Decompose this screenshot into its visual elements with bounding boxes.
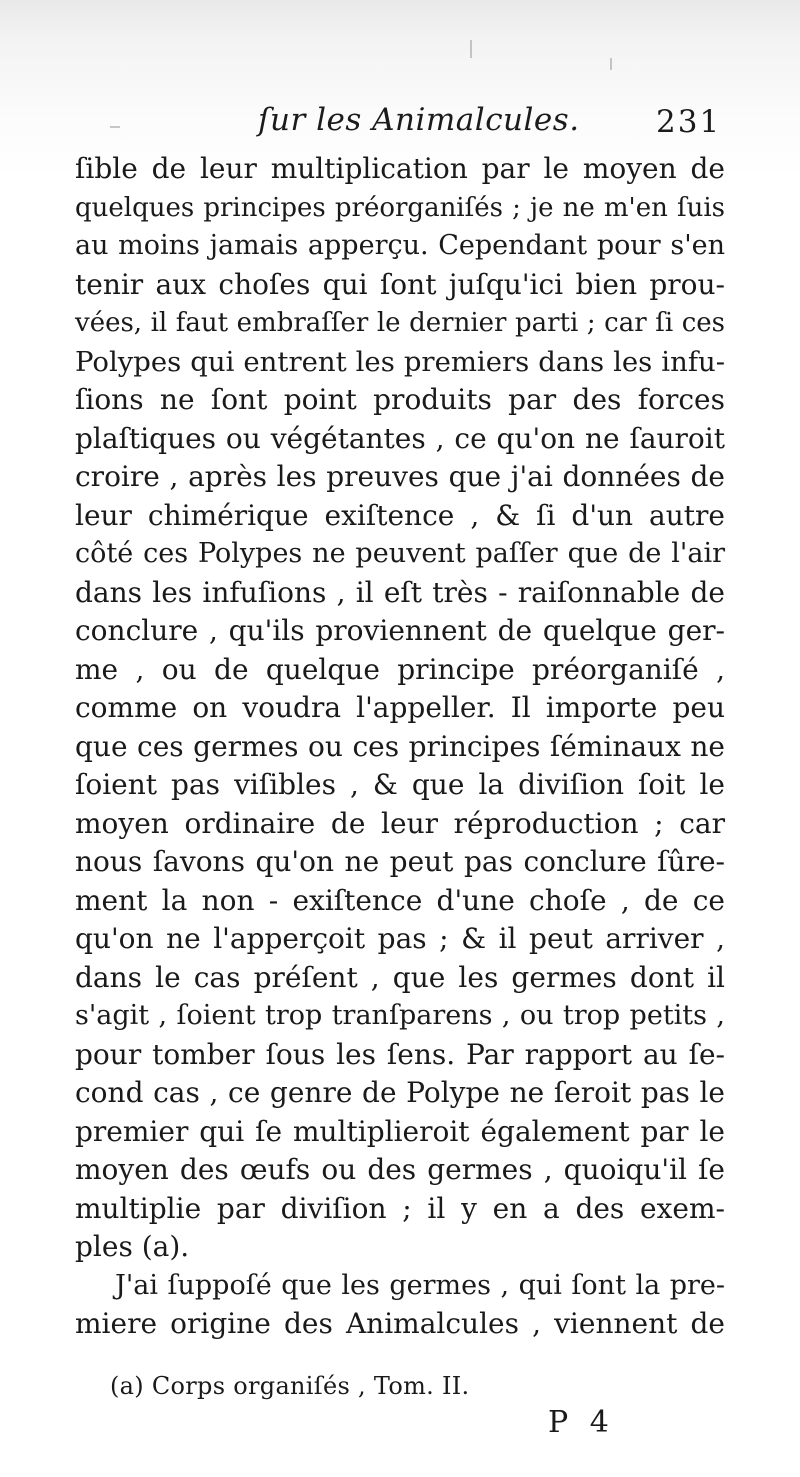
text-line: cond cas , ce genre de Polype ne ſeroit pas le — [75, 1076, 725, 1109]
text-line: me , ou de quelque principe préorganiſé , — [75, 652, 725, 686]
text-line: au moins jamais apperçu. Cependant pour s'en — [75, 230, 725, 261]
text-line: moyen ordinaire de leur réproduction ; car — [75, 806, 725, 840]
scan-speck — [610, 58, 612, 70]
text-line: qu'on ne l'apperçoit pas ; & il peut arriver , — [75, 922, 725, 955]
text-line: croire , après les preuves que j'ai données de — [75, 460, 725, 493]
text-line: plaſtiques ou végétantes , ce qu'on ne ſauroit — [75, 421, 725, 455]
scan-speck — [470, 40, 472, 58]
text-line: miere origine des Animalcules , viennent de — [75, 1307, 725, 1340]
text-line: premier qui ſe multiplieroit également par le — [75, 1114, 725, 1148]
scan-speck — [110, 126, 120, 128]
text-line: dans le cas préſent , que les germes dont il — [75, 960, 725, 994]
signature-mark: P 4 — [548, 1405, 615, 1440]
text-line: que ces germes ou ces principes ſéminaux ne — [75, 729, 725, 763]
text-line: ſoient pas viſibles , & que la diviſion ſoit le — [75, 768, 725, 801]
text-line: tenir aux choſes qui ſont juſqu'ici bien prou- — [75, 267, 725, 301]
text-line: ſible de leur multiplication par le moyen de — [75, 152, 725, 185]
text-line: Polypes qui entrent les premiers dans les infu- — [75, 345, 725, 378]
text-line: s'agit , ſoient trop tranſparens , ou trop petits , — [75, 1000, 725, 1031]
text-line: comme on voudra l'appeller. Il importe peu — [75, 691, 725, 724]
text-line: ples (a). — [75, 1230, 190, 1263]
text-line: dans les infuſions , il eſt très - raiſonnable de — [75, 575, 725, 609]
body-text — [75, 150, 725, 1344]
running-title: ſur les Animalcules. — [258, 102, 580, 138]
page-number: 231 — [656, 104, 722, 140]
text-line: pour tomber ſous les ſens. Par rapport au ſe- — [75, 1037, 725, 1071]
text-line: conclure , qu'ils proviennent de quelque ger- — [75, 614, 725, 647]
text-line: multiplie par diviſion ; il y en a des exem- — [75, 1191, 725, 1225]
text-line: leur chimérique exiſtence , & ſi d'un autre — [75, 498, 725, 532]
text-line: ſions ne ſont point produits par des forces — [75, 383, 725, 416]
text-line: côté ces Polypes ne peuvent paſſer que de l'air — [75, 538, 725, 569]
text-line: nous ſavons qu'on ne peut pas conclure ſûre- — [75, 845, 725, 878]
text-line: ment la non - exiſtence d'une choſe , de ce — [75, 883, 725, 917]
footnote: (a) Corps organiſés , Tom. II. — [110, 1372, 470, 1400]
text-line: moyen des œufs ou des germes , quoiqu'il ſe — [75, 1153, 725, 1186]
text-line: J'ai ſuppoſé que les germes , qui ſont la pre- — [115, 1269, 725, 1301]
text-line: vées, il faut embraſſer le dernier parti ; car ſi ces — [75, 308, 725, 338]
text-line: quelques principes préorganiſés ; je ne m'en ſuis — [75, 192, 725, 223]
